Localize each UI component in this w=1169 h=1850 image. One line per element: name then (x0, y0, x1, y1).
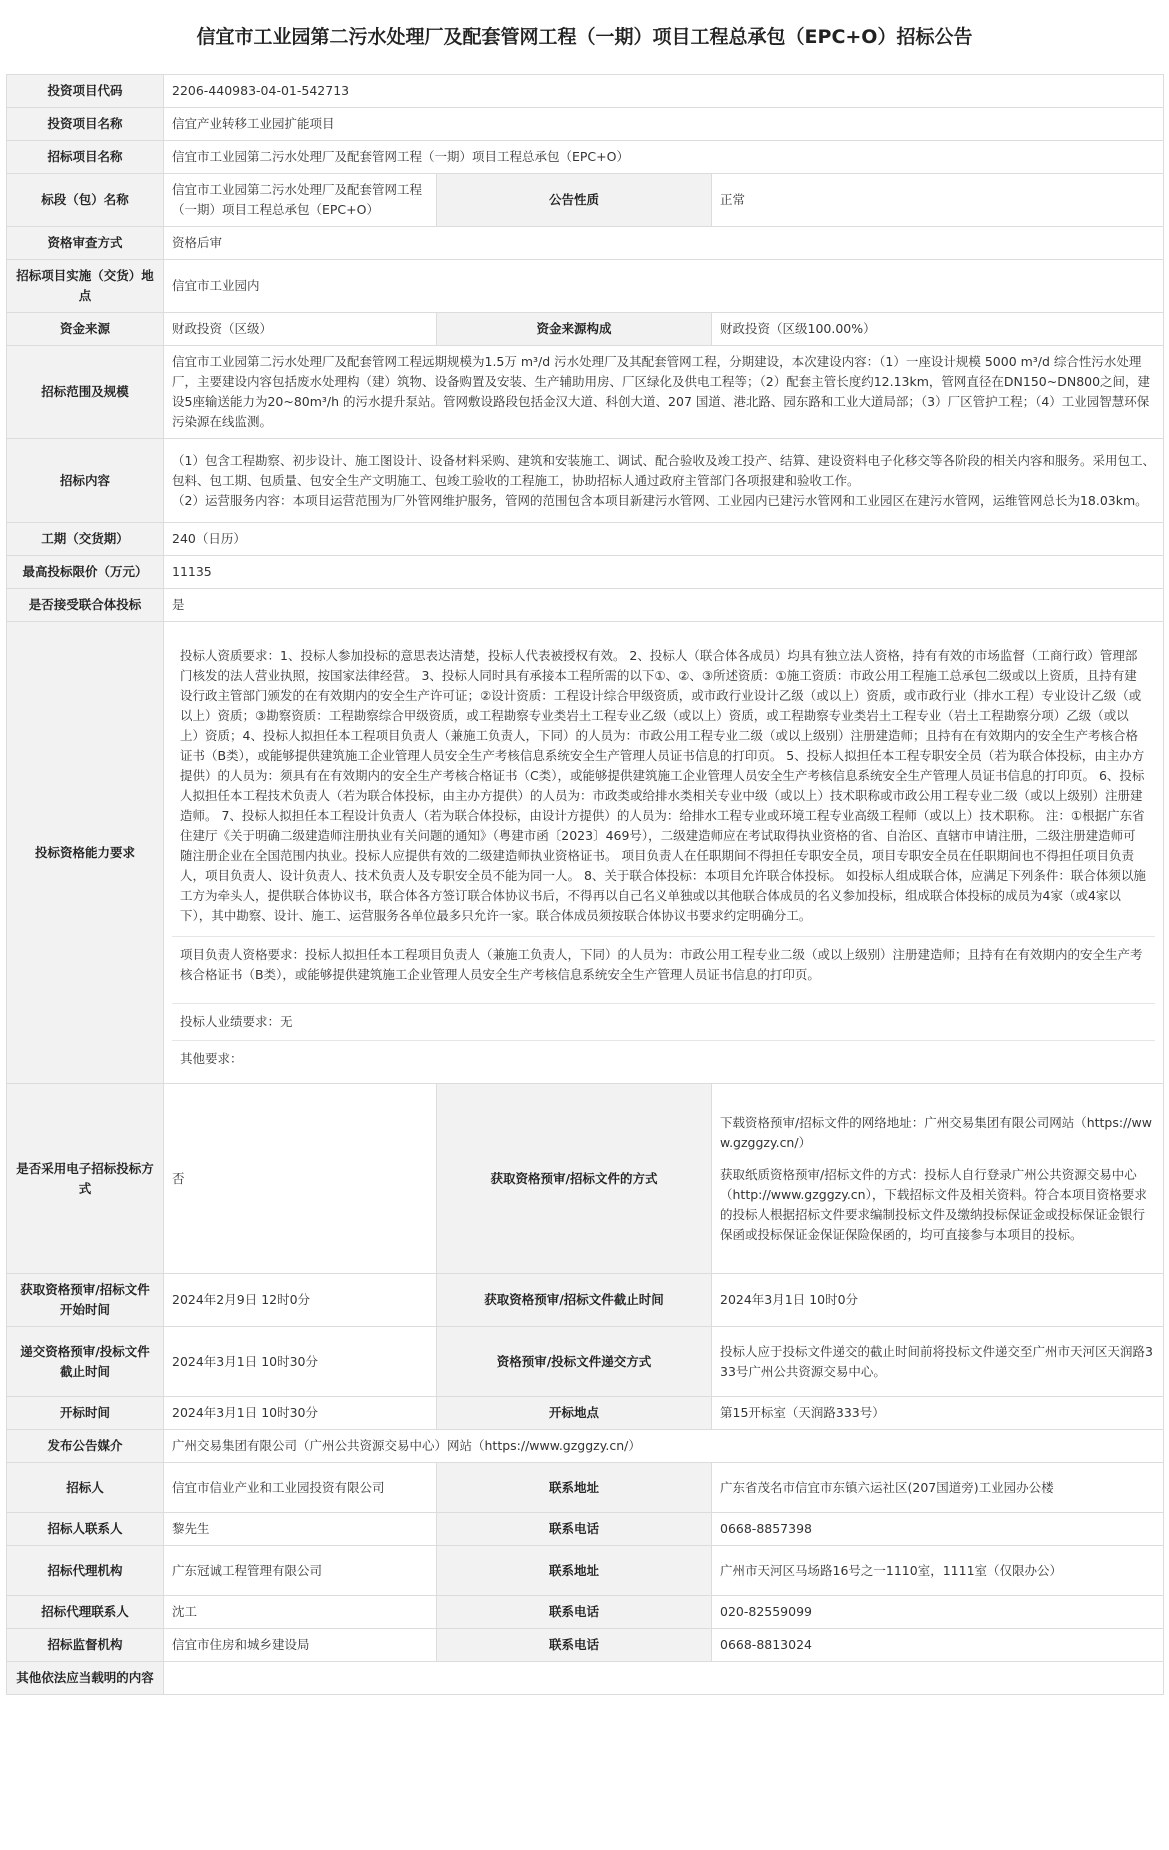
open-time-label: 开标时间 (7, 1397, 164, 1430)
project-code-label: 投资项目代码 (7, 75, 164, 108)
agent-value: 广东冠诚工程管理有限公司 (164, 1546, 437, 1596)
row-project-code (7, 75, 1164, 108)
get-method-para-1: 下载资格预审/招标文件的网络地址：广州交易集团有限公司网站（https://www.gzggzy.cn/） (720, 1114, 1152, 1150)
agent-contact-value: 沈工 (164, 1596, 437, 1629)
section-name-label: 标段（包）名称 (7, 174, 164, 227)
row-consortium (7, 589, 1164, 622)
scope-label: 招标范围及规模 (7, 346, 164, 439)
other-label: 其他依法应当载明的内容 (7, 1662, 164, 1695)
row-supervisor (7, 1629, 1164, 1662)
max-price-value: 11135 (164, 556, 1164, 589)
tenderer-phone-value: 0668-8857398 (712, 1513, 1164, 1546)
content-label: 招标内容 (7, 439, 164, 523)
tenderer-value: 信宜市信业产业和工业园投资有限公司 (164, 1463, 437, 1513)
submit-end-label: 递交资格预审/投标文件截止时间 (7, 1327, 164, 1397)
row-scope (7, 346, 1164, 439)
get-start-value: 2024年2月9日 12时0分 (164, 1274, 437, 1327)
row-media (7, 1430, 1164, 1463)
row-submit (7, 1327, 1164, 1397)
get-method-value (712, 1084, 1164, 1274)
media-label: 发布公告媒介 (7, 1430, 164, 1463)
fund-structure-label: 资金来源构成 (437, 313, 712, 346)
row-section-name (7, 174, 1164, 227)
agent-addr-value: 广州市天河区马场路16号之一1110室，1111室（仅限办公） (712, 1546, 1164, 1596)
scope-value: 信宜市工业园第二污水处理厂及配套管网工程远期规模为1.5万 m³/d 污水处理厂及其配套管网工程，分期建设，本次建设内容：（1）一座设计规模 5000 m³/d 综合性污水处理厂，主要建设内容包括废水处理构（建）筑物、设备购置及安装、生产辅助用房、厂区绿化及供电工程等；（2）配套主管长度约12.13km，管网直径在DN150~DN800之间，建设5座输送能力为20~80m³/h 的污水提升泵站。管网敷设路段包括金汉大道、科创大道、207 国道、港北路、园东路和工业大道局部；（3）厂区管护工程；（4）工业园智慧环保污染源在线监测。 (164, 346, 1164, 439)
agent-addr-label: 联系地址 (437, 1546, 712, 1596)
fund-source-value: 财政投资（区级） (164, 313, 437, 346)
submit-end-value: 2024年3月1日 10时30分 (164, 1327, 437, 1397)
location-label: 招标项目实施（交货）地点 (7, 260, 164, 313)
tenderer-label: 招标人 (7, 1463, 164, 1513)
open-time-value: 2024年3月1日 10时30分 (164, 1397, 437, 1430)
row-other (7, 1662, 1164, 1695)
pm-requirement: 项目负责人资格要求：投标人拟担任本工程项目负责人（兼施工负责人，下同）的人员为：市政公用工程专业二级（或以上级别）注册建造师；且持有在有效期内的安全生产考核合格证书（B类），或能够提供建筑施工企业管理人员安全生产考核信息系统安全生产管理人员证书信息的打印页。 (172, 937, 1155, 1004)
row-fund (7, 313, 1164, 346)
consortium-label: 是否接受联合体投标 (7, 589, 164, 622)
notice-title: 信宜市工业园第二污水处理厂及配套管网工程（一期）项目工程总承包（EPC+O）招标公告 (196, 26, 973, 48)
tender-name-label: 招标项目名称 (7, 141, 164, 174)
period-value: 240（日历） (164, 523, 1164, 556)
qual-method-label: 资格审查方式 (7, 227, 164, 260)
row-tender-name (7, 141, 1164, 174)
tender-name-value: 信宜市工业园第二污水处理厂及配套管网工程（一期）项目工程总承包（EPC+O） (164, 141, 1164, 174)
content-value (164, 439, 1164, 523)
project-name-label: 投资项目名称 (7, 108, 164, 141)
electronic-label: 是否采用电子招标投标方式 (7, 1084, 164, 1274)
row-qualification (7, 622, 1164, 1084)
consortium-value: 是 (164, 589, 1164, 622)
content-para-1: （1）包含工程勘察、初步设计、施工图设计、设备材料采购、建筑和安装施工、调试、配合验收及竣工投产、结算、建设资料电子化移交等各阶段的相关内容和服务。采用包工、包料、包工期、包质量、包安全生产文明施工、包竣工验收的工程施工，协助招标人通过政府主管部门各项报建和验收工作。 (172, 452, 1155, 488)
supervisor-label: 招标监督机构 (7, 1629, 164, 1662)
other-value (164, 1662, 1164, 1695)
supervisor-value: 信宜市住房和城乡建设局 (164, 1629, 437, 1662)
row-tenderer (7, 1463, 1164, 1513)
tenderer-contact-label: 招标人联系人 (7, 1513, 164, 1546)
supervisor-phone-label: 联系电话 (437, 1629, 712, 1662)
row-content (7, 439, 1164, 523)
row-electronic (7, 1084, 1164, 1274)
supervisor-phone-value: 0668-8813024 (712, 1629, 1164, 1662)
fund-structure-value: 财政投资（区级100.00%） (712, 313, 1164, 346)
bidder-requirement: 投标人资质要求：1、投标人参加投标的意思表达清楚，投标人代表被授权有效。 2、投标人（联合体各成员）均具有独立法人资格，持有有效的市场监督（工商行政）管理部门核发的法人营业执照，按国家法律经营。 3、投标人同时具有承接本工程所需的以下①、②、③所述资质：①施工资质：市政公用工程施工总承包二级或以上资质，且持有建设行政主管部门颁发的在有效期内的安全生产许可证；②设计资质：工程设计综合甲级资质，或市政行业设计乙级（或以上）资质，或市政行业（排水工程）专业设计乙级（或以上）资质；③勘察资质：工程勘察综合甲级资质，或工程勘察专业类岩土工程专业乙级（或以上）资质，或工程勘察专业类岩土工程专业（岩土工程勘察分项）乙级（或以上）资质；4、投标人拟担任本工程项目负责人（兼施工负责人，下同）的人员为：市政公用工程专业二级（或以上级别）注册建造师；且持有在有效期内的安全生产考核合格证书（B类），或能够提供建筑施工企业管理人员安全生产考核信息系统安全生产管理人员证书信息的打印页。 5、投标人拟担任本工程专职安全员（若为联合体投标，由主办方提供）的人员为：须具有在有效期内的安全生产考核合格证书（C类），或能够提供建筑施工企业管理人员安全生产考核信息系统安全生产管理人员证书信息的打印页。 6、投标人拟担任本工程技术负责人（若为联合体投标，由主办方提供）的人员为：市政类或给排水类相关专业中级（或以上）技术职称或市政公用工程专业二级（或以上级别）注册建造师。 7、投标人拟担任本工程设计负责人（若为联合体投标，由设计方提供）的人员为：给排水工程专业或环境工程专业高级工程师（或以上）技术职称。 注：①根据广东省住建厅《关于明确二级建造师注册执业有关问题的通知》（粤建市函〔2023〕469号），二级建造师应在考试取得执业资格的省、自治区、直辖市申请注册，二级注册建造师可随注册企业在全国范围内执业。投标人应提供有效的二级建造师执业资格证书。 项目负责人在任职期间不得担任专职安全员，项目专职安全员在任职期间也不得担任项目负责人，项目负责人、设计负责人、技术负责人及专职安全员不能为同一人。 8、关于联合体投标：本项目允许联合体投标。 如投标人组成联合体，应满足下列条件：联合体须以施工方为牵头人，提供联合体协议书，联合体各方签订联合体协议书后，不得再以自己名义单独或以其他联合体成员的名义参加投标，组成联合体投标的成员为4家（或4家以下），其中勘察、设计、施工、运营服务各单位最多只允许一家。联合体成员须按联合体协议书要求约定明确分工。 (172, 628, 1155, 937)
open-place-label: 开标地点 (437, 1397, 712, 1430)
open-place-value: 第15开标室（天润路333号） (712, 1397, 1164, 1430)
qual-method-value: 资格后审 (164, 227, 1164, 260)
get-method-label: 获取资格预审/招标文件的方式 (437, 1084, 712, 1274)
row-get-time (7, 1274, 1164, 1327)
media-value: 广州交易集团有限公司（广州公共资源交易中心）网站（https://www.gzggzy.cn/） (164, 1430, 1164, 1463)
notice-nature-label: 公告性质 (437, 174, 712, 227)
content-para-2: （2）运营服务内容：本项目运营范围为厂外管网维护服务，管网的范围包含本项目新建污水管网、工业园内已建污水管网和工业园区在建污水管网，运维管网总长为18.03km。 (172, 492, 1148, 508)
project-code-value: 2206-440983-04-01-542713 (164, 75, 1164, 108)
get-end-value: 2024年3月1日 10时0分 (712, 1274, 1164, 1327)
section-name-value: 信宜市工业园第二污水处理厂及配套管网工程（一期）项目工程总承包（EPC+O） (164, 174, 437, 227)
location-value: 信宜市工业园内 (164, 260, 1164, 313)
row-qual-method (7, 227, 1164, 260)
tenderer-phone-label: 联系电话 (437, 1513, 712, 1546)
tenderer-addr-value: 广东省茂名市信宜市东镇六运社区(207国道旁)工业园办公楼 (712, 1463, 1164, 1513)
tenderer-contact-value: 黎先生 (164, 1513, 437, 1546)
notice-nature-value: 正常 (712, 174, 1164, 227)
row-project-name (7, 108, 1164, 141)
max-price-label: 最高投标限价（万元） (7, 556, 164, 589)
submit-method-label: 资格预审/投标文件递交方式 (437, 1327, 712, 1397)
other-requirement: 其他要求： (180, 1051, 243, 1066)
agent-phone-label: 联系电话 (437, 1596, 712, 1629)
qualification-label: 投标资格能力要求 (7, 622, 164, 1084)
submit-method-value: 投标人应于投标文件递交的截止时间前将投标文件递交至广州市天河区天润路333号广州公共资源交易中心。 (712, 1327, 1164, 1397)
row-tenderer-contact (7, 1513, 1164, 1546)
agent-phone-value: 020-82559099 (712, 1596, 1164, 1629)
get-method-para-2: 获取纸质资格预审/招标文件的方式：投标人自行登录广州公共资源交易中心（http://www.gzggzy.cn），下载招标文件及相关资料。符合本项目资格要求的投标人根据招标文件要求编制投标文件及缴纳投标保证金或投标保证金银行保函或投标保证金保证保险保函的，均可直接参与本项目的投标。 (720, 1166, 1147, 1242)
project-name-value: 信宜产业转移工业园扩能项目 (164, 108, 1164, 141)
get-start-label: 获取资格预审/招标文件开始时间 (7, 1274, 164, 1327)
qualification-value (164, 622, 1164, 1084)
agent-label: 招标代理机构 (7, 1546, 164, 1596)
row-agent (7, 1546, 1164, 1596)
get-end-label: 获取资格预审/招标文件截止时间 (437, 1274, 712, 1327)
tenderer-addr-label: 联系地址 (437, 1463, 712, 1513)
electronic-value: 否 (164, 1084, 437, 1274)
notice-table (6, 74, 1164, 1695)
period-label: 工期（交货期） (7, 523, 164, 556)
performance-requirement: 投标人业绩要求：无 (172, 1004, 1155, 1041)
row-period (7, 523, 1164, 556)
row-location (7, 260, 1164, 313)
row-agent-contact (7, 1596, 1164, 1629)
row-open (7, 1397, 1164, 1430)
row-max-price (7, 556, 1164, 589)
fund-source-label: 资金来源 (7, 313, 164, 346)
agent-contact-label: 招标代理联系人 (7, 1596, 164, 1629)
